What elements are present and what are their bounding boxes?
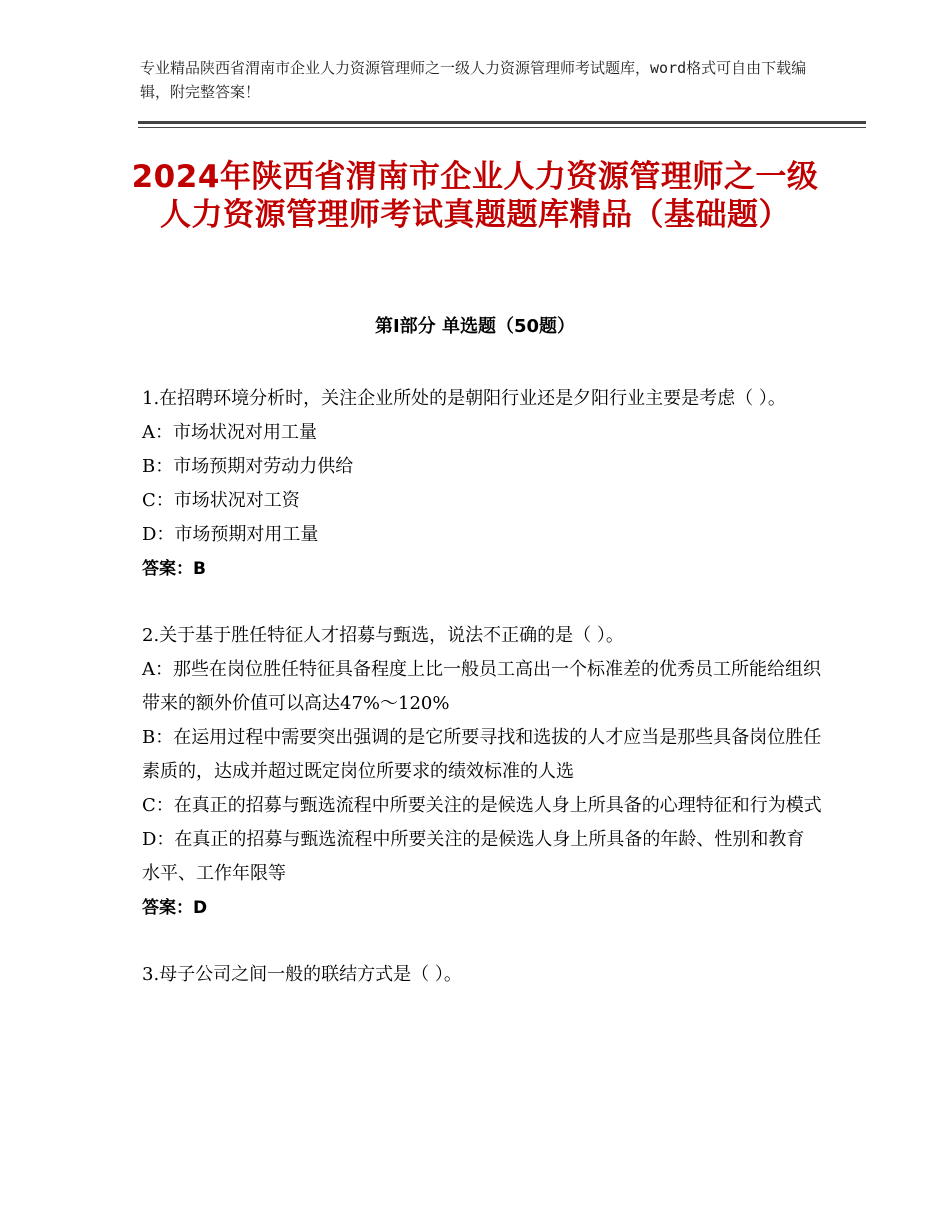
option-c: C：在真正的招募与甄选流程中所要关注的是候选人身上所具备的心理特征和行为模式 bbox=[142, 795, 822, 816]
header-rule-thick bbox=[138, 121, 866, 124]
option-d: D：市场预期对用工量 bbox=[142, 524, 319, 545]
question-list bbox=[142, 382, 822, 1025]
option-c: C：市场状况对工资 bbox=[142, 490, 300, 511]
question-stem: 1.在招聘环境分析时，关注企业所处的是朝阳行业还是夕阳行业主要是考虑（ ）。 bbox=[142, 388, 786, 409]
option-a: A：市场状况对用工量 bbox=[142, 422, 317, 443]
question-1 bbox=[142, 382, 822, 586]
document-title: 2024年陕西省渭南市企业人力资源管理师之一级人力资源管理师考试真题题库精品（基础题） bbox=[131, 159, 819, 233]
question-stem: 3.母子公司之间一般的联结方式是（ ）。 bbox=[142, 964, 462, 985]
section-title: 第Ⅰ部分 单选题（50题） bbox=[374, 316, 575, 337]
option-a: A：那些在岗位胜任特征具备程度上比一般员工高出一个标准差的优秀员工所能给组织带来的额外价值可以高达47%～120% bbox=[142, 659, 821, 714]
question-2 bbox=[142, 619, 822, 925]
header-note: 专业精品陕西省渭南市企业人力资源管理师之一级人力资源管理师考试题库，word格式可自由下载编辑，附完整答案！ bbox=[140, 59, 807, 101]
option-d: D：在真正的招募与甄选流程中所要关注的是候选人身上所具备的年龄、性别和教育水平、工作年限等 bbox=[142, 829, 805, 884]
option-b: B：在运用过程中需要突出强调的是它所要寻找和选拔的人才应当是那些具备岗位胜任素质的，达成并超过既定岗位所要求的绩效标准的人选 bbox=[142, 727, 822, 782]
header-rule-thin bbox=[138, 127, 866, 128]
answer: 答案：B bbox=[142, 559, 206, 579]
answer: 答案：D bbox=[142, 898, 208, 918]
question-3 bbox=[142, 958, 822, 992]
question-stem: 2.关于基于胜任特征人才招募与甄选，说法不正确的是（ ）。 bbox=[142, 625, 624, 646]
option-b: B：市场预期对劳动力供给 bbox=[142, 456, 354, 477]
